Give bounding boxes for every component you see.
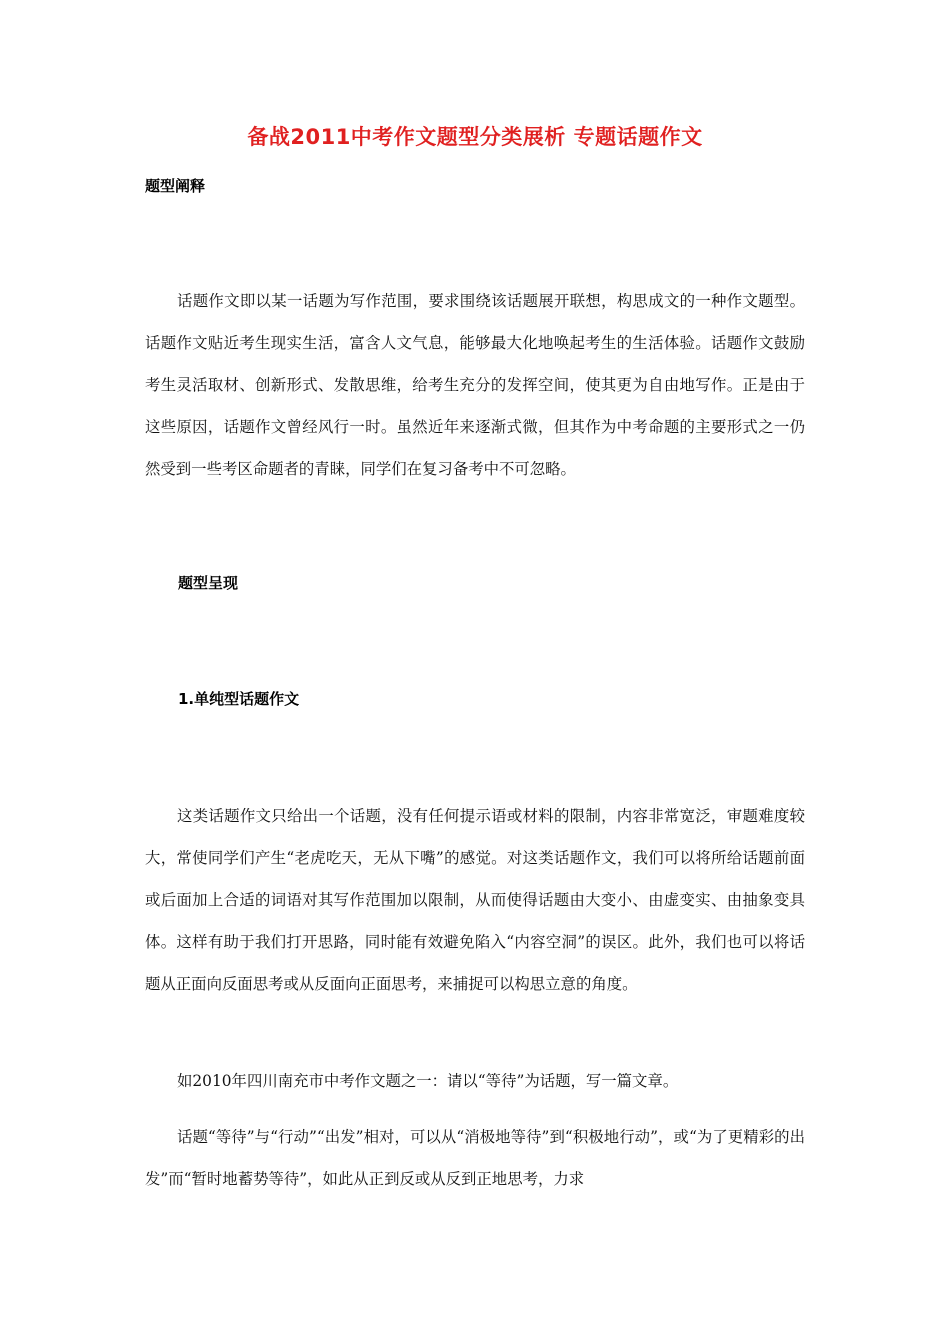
paragraph-explanation: 话题作文即以某一话题为写作范围，要求围绕该话题展开联想，构思成文的一种作文题型。话题作文贴近考生现实生活，富含人文气息，能够最大化地唤起考生的生活体验。话题作文鼓励考生灵活取材、创新形式、发散思维，给考生充分的发挥空间，使其更为自由地写作。正是由于这些原因，话题作文曾经风行一时。虽然近年来逐渐式微，但其作为中考命题的主要形式之一仍然受到一些考区命题者的青睐，同学们在复习备考中不可忽略。 [145,292,805,478]
document-title: 备战2011中考作文题型分类展析 专题话题作文 [247,125,703,149]
section-heading-presentation: 题型呈现 [178,574,239,592]
subsection-heading-simple-topic: 1.单纯型话题作文 [178,690,300,708]
paragraph-example: 如2010年四川南充市中考作文题之一：请以“等待”为话题，写一篇文章。 [177,1072,679,1090]
paragraph-analysis: 话题“等待”与“行动”“出发”相对，可以从“消极地等待”到“积极地行动”，或“为了更精彩的出发”而“暂时地蓄势等待”，如此从正到反或从反到正地思考，力求 [145,1128,805,1188]
section-heading-explanation: 题型阐释 [145,177,206,195]
paragraph-simple-topic: 这类话题作文只给出一个话题，没有任何提示语或材料的限制，内容非常宽泛，审题难度较大，常使同学们产生“老虎吃天，无从下嘴”的感觉。对这类话题作文，我们可以将所给话题前面或后面加上合适的词语对其写作范围加以限制，从而使得话题由大变小、由虚变实、由抽象变具体。这样有助于我们打开思路，同时能有效避免陷入“内容空洞”的误区。此外，我们也可以将话题从正面向反面思考或从反面向正面思考，来捕捉可以构思立意的角度。 [145,807,805,993]
